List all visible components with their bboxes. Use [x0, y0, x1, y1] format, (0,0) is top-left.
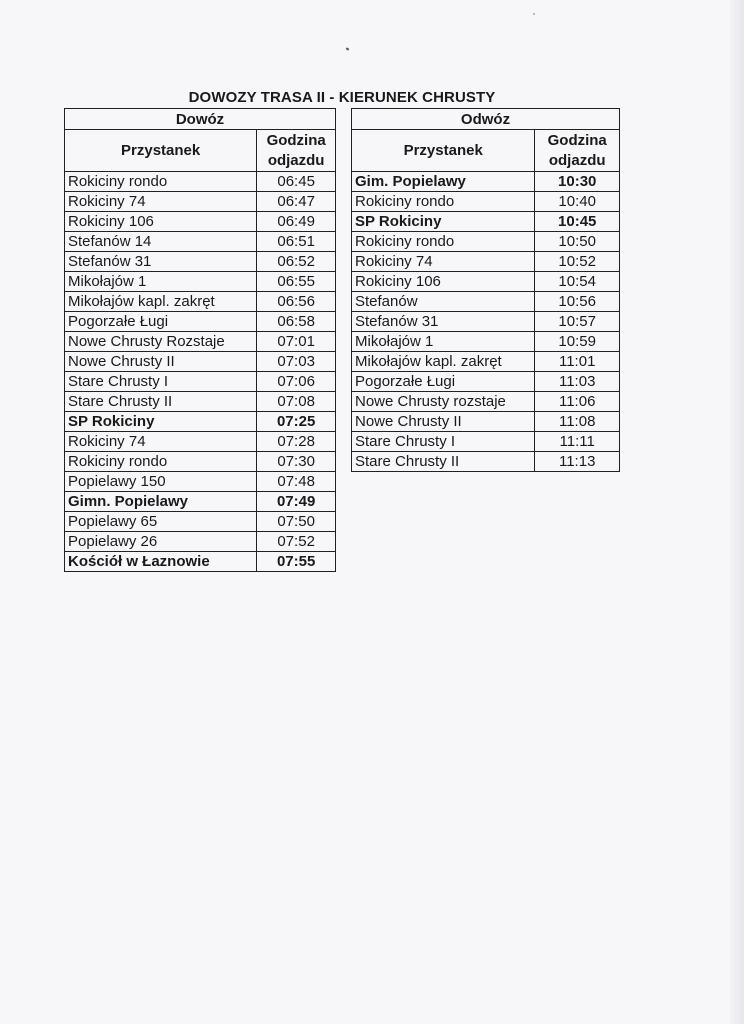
- stop-cell: Rokiciny rondo: [352, 192, 535, 212]
- stop-cell: SP Rokiciny: [352, 212, 535, 232]
- stop-cell: Rokiciny 106: [65, 212, 257, 232]
- stop-cell: Stefanów 14: [65, 232, 257, 252]
- stop-cell: Popielawy 150: [65, 472, 257, 492]
- table-row: [65, 292, 336, 312]
- stop-cell: Nowe Chrusty II: [65, 352, 257, 372]
- table-row: [352, 392, 620, 412]
- time-cell: 06:49: [257, 212, 336, 232]
- time-cell: 11:11: [535, 432, 620, 452]
- scan-speck: [346, 47, 350, 50]
- table-row: [352, 432, 620, 452]
- dowoz-time-column-header: [257, 130, 336, 172]
- time-cell: 07:49: [257, 492, 336, 512]
- table-row: [352, 352, 620, 372]
- time-header-line2: odjazdu: [548, 151, 606, 169]
- time-cell: 10:50: [535, 232, 620, 252]
- dowoz-table: [64, 108, 336, 572]
- stop-cell: Rokiciny rondo: [65, 172, 257, 192]
- stop-cell: Rokiciny 74: [65, 432, 257, 452]
- odwoz-stop-column-header: Przystanek: [352, 130, 535, 172]
- table-row: [65, 192, 336, 212]
- time-cell: 11:13: [535, 452, 620, 472]
- stop-cell: Mikołajów 1: [65, 272, 257, 292]
- time-cell: 07:28: [257, 432, 336, 452]
- table-row: [65, 212, 336, 232]
- page-edge: [730, 0, 744, 1024]
- time-cell: 07:52: [257, 532, 336, 552]
- stop-cell: Kościół w Łaznowie: [65, 552, 257, 572]
- odwoz-time-column-header: [535, 130, 620, 172]
- table-row: [352, 292, 620, 312]
- stop-cell: Mikołajów 1: [352, 332, 535, 352]
- table-row: [65, 432, 336, 452]
- time-cell: 07:55: [257, 552, 336, 572]
- table-row: [65, 532, 336, 552]
- time-cell: 07:01: [257, 332, 336, 352]
- time-header-line1: Godzina: [547, 131, 607, 149]
- table-row: [352, 192, 620, 212]
- stop-cell: Stefanów 31: [65, 252, 257, 272]
- table-row: [65, 312, 336, 332]
- stop-cell: Mikołajów kapl. zakręt: [352, 352, 535, 372]
- table-row: [65, 392, 336, 412]
- time-cell: 07:30: [257, 452, 336, 472]
- scan-speck: [533, 13, 535, 15]
- dowoz-header: Dowóz: [65, 109, 336, 130]
- time-cell: 10:52: [535, 252, 620, 272]
- time-cell: 10:45: [535, 212, 620, 232]
- document-title: DOWOZY TRASA II - KIERUNEK CHRUSTY: [188, 89, 496, 106]
- stop-cell: Popielawy 65: [65, 512, 257, 532]
- table-row: [65, 552, 336, 572]
- time-cell: 06:55: [257, 272, 336, 292]
- stop-cell: Rokiciny 74: [352, 252, 535, 272]
- stop-cell: Pogorzałe Ługi: [352, 372, 535, 392]
- stop-cell: Rokiciny rondo: [65, 452, 257, 472]
- time-cell: 06:52: [257, 252, 336, 272]
- time-cell: 07:08: [257, 392, 336, 412]
- stop-cell: Popielawy 26: [65, 532, 257, 552]
- time-cell: 07:25: [257, 412, 336, 432]
- table-row: [352, 452, 620, 472]
- time-cell: 10:54: [535, 272, 620, 292]
- table-row: [65, 352, 336, 372]
- time-cell: 06:58: [257, 312, 336, 332]
- time-cell: 10:56: [535, 292, 620, 312]
- stop-cell: Stare Chrusty I: [65, 372, 257, 392]
- time-cell: 11:01: [535, 352, 620, 372]
- stop-cell: Stare Chrusty I: [352, 432, 535, 452]
- stop-cell: Rokiciny rondo: [352, 232, 535, 252]
- time-cell: 10:57: [535, 312, 620, 332]
- table-row: [65, 252, 336, 272]
- stop-cell: Rokiciny 74: [65, 192, 257, 212]
- odwoz-header: Odwóz: [352, 109, 620, 130]
- time-cell: 10:59: [535, 332, 620, 352]
- table-row: [352, 172, 620, 192]
- stop-cell: Stefanów: [352, 292, 535, 312]
- table-row: [65, 512, 336, 532]
- stop-cell: Stare Chrusty II: [65, 392, 257, 412]
- table-row: [65, 332, 336, 352]
- table-row: [65, 412, 336, 432]
- stop-cell: SP Rokiciny: [65, 412, 257, 432]
- table-row: [352, 252, 620, 272]
- table-row: [65, 492, 336, 512]
- time-cell: 06:47: [257, 192, 336, 212]
- stop-cell: Nowe Chrusty II: [352, 412, 535, 432]
- table-row: [65, 232, 336, 252]
- table-row: [65, 272, 336, 292]
- stop-cell: Nowe Chrusty Rozstaje: [65, 332, 257, 352]
- stop-cell: Nowe Chrusty rozstaje: [352, 392, 535, 412]
- time-cell: 07:06: [257, 372, 336, 392]
- time-header-line1: Godzina: [266, 131, 326, 149]
- time-cell: 10:30: [535, 172, 620, 192]
- stop-cell: Mikołajów kapl. zakręt: [65, 292, 257, 312]
- table-row: [352, 272, 620, 292]
- table-row: [352, 212, 620, 232]
- table-row: [352, 332, 620, 352]
- table-row: [65, 372, 336, 392]
- stop-cell: Pogorzałe Ługi: [65, 312, 257, 332]
- time-cell: 11:08: [535, 412, 620, 432]
- table-row: [65, 452, 336, 472]
- time-cell: 11:03: [535, 372, 620, 392]
- table-row: [352, 412, 620, 432]
- stop-cell: Stefanów 31: [352, 312, 535, 332]
- time-cell: 07:50: [257, 512, 336, 532]
- table-row: [352, 312, 620, 332]
- stop-cell: Gimn. Popielawy: [65, 492, 257, 512]
- time-cell: 06:45: [257, 172, 336, 192]
- stop-cell: Stare Chrusty II: [352, 452, 535, 472]
- table-row: [352, 372, 620, 392]
- time-cell: 07:03: [257, 352, 336, 372]
- table-row: [65, 472, 336, 492]
- table-row: [352, 232, 620, 252]
- time-cell: 11:06: [535, 392, 620, 412]
- dowoz-stop-column-header: Przystanek: [65, 130, 257, 172]
- odwoz-table: [351, 108, 620, 472]
- time-cell: 06:56: [257, 292, 336, 312]
- stop-cell: Rokiciny 106: [352, 272, 535, 292]
- table-row: [65, 172, 336, 192]
- time-cell: 07:48: [257, 472, 336, 492]
- stop-cell: Gim. Popielawy: [352, 172, 535, 192]
- time-cell: 06:51: [257, 232, 336, 252]
- time-header-line2: odjazdu: [267, 151, 325, 169]
- time-cell: 10:40: [535, 192, 620, 212]
